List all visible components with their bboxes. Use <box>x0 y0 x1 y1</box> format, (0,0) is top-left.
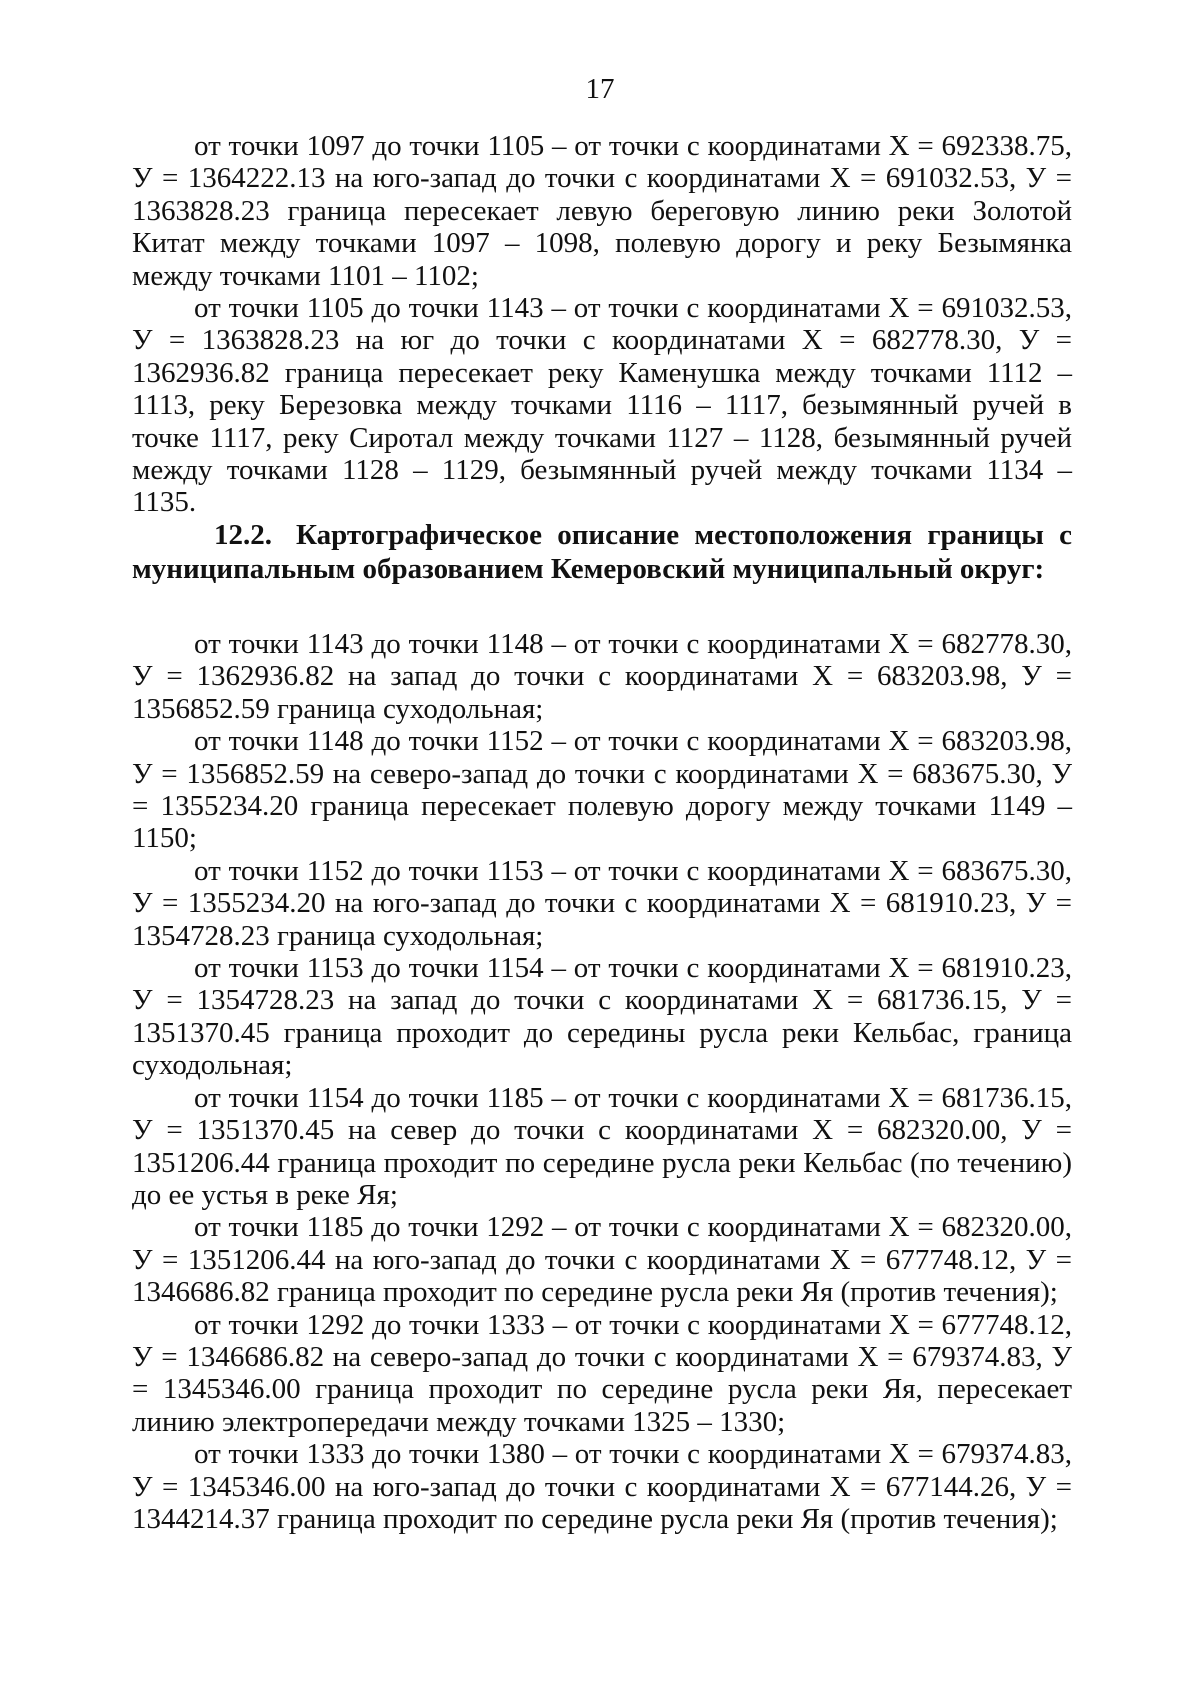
boundary-paragraph: от точки 1148 до точки 1152 – от точки с координатами Х = 683203.98, У = 1356852.59 на северо-запад до точки с координатами Х = 683675.30, У = 1355234.20 граница пересекает полевую дорогу между точками 1149 – 1150; <box>132 725 1072 855</box>
previous-section-text <box>132 130 1072 519</box>
boundary-paragraph: от точки 1154 до точки 1185 – от точки с координатами Х = 681736.15, У = 1351370.45 на север до точки с координатами Х = 682320.00, У = 1351206.44 граница проходит по середине русла реки Кельбас (по течению) до ее устья в реке Яя; <box>132 1081 1072 1211</box>
boundary-paragraph: от точки 1152 до точки 1153 – от точки с координатами Х = 683675.30, У = 1355234.20 на юго-запад до точки с координатами Х = 681910.23, У = 1354728.23 граница суходольная; <box>132 854 1072 952</box>
page-number: 17 <box>585 73 615 105</box>
boundary-paragraph: от точки 1153 до точки 1154 – от точки с координатами Х = 681910.23, У = 1354728.23 на запад до точки с координатами Х = 681736.15, У = 1351370.45 граница проходит до середины русла реки Кельбас, граница суходольная; <box>132 952 1072 1082</box>
boundary-paragraph: от точки 1143 до точки 1148 – от точки с координатами Х = 682778.30, У = 1362936.82 на запад до точки с координатами Х = 683203.98, У = 1356852.59 граница суходольная; <box>132 628 1072 725</box>
section-text <box>132 628 1072 1535</box>
section-heading <box>132 518 1072 586</box>
boundary-paragraph: от точки 1105 до точки 1143 – от точки с координатами Х = 691032.53, У = 1363828.23 на юг до точки с координатами Х = 682778.30, У = 1362936.82 граница пересекает реку Каменушка между точками 1112 – 1113, реку Березовка между точками 1116 – 1117, безымянный ручей в точке 1117, реку Сиротал между точками 1127 – 1128, безымянный ручей между точками 1128 – 1129, безымянный ручей между точками 1134 – 1135. <box>132 292 1072 519</box>
boundary-paragraph: от точки 1097 до точки 1105 – от точки с координатами Х = 692338.75, У = 1364222.13 на юго-запад до точки с координатами Х = 691032.53, У = 1363828.23 граница пересекает левую береговую линию реки Золотой Китат между точками 1097 – 1098, полевую дорогу и реку Безымянка между точками 1101 – 1102; <box>132 130 1072 292</box>
boundary-paragraph: от точки 1333 до точки 1380 – от точки с координатами Х = 679374.83, У = 1345346.00 на юго-запад до точки с координатами Х = 677144.26, У = 1344214.37 граница проходит по середине русла реки Яя (против течения); <box>132 1438 1072 1535</box>
section-title: Картографическое описание местоположения границы с муниципальным образованием Кемеровский муниципальный округ: <box>132 519 1072 585</box>
boundary-paragraph: от точки 1292 до точки 1333 – от точки с координатами Х = 677748.12, У = 1346686.82 на северо-запад до точки с координатами Х = 679374.83, У = 1345346.00 граница проходит по середине русла реки Яя, пересекает линию электропередачи между точками 1325 – 1330; <box>132 1308 1072 1438</box>
boundary-paragraph: от точки 1185 до точки 1292 – от точки с координатами Х = 682320.00, У = 1351206.44 на юго-запад до точки с координатами Х = 677748.12, У = 1346686.82 граница проходит по середине русла реки Яя (против течения); <box>132 1211 1072 1309</box>
section-number: 12.2. <box>214 519 272 551</box>
